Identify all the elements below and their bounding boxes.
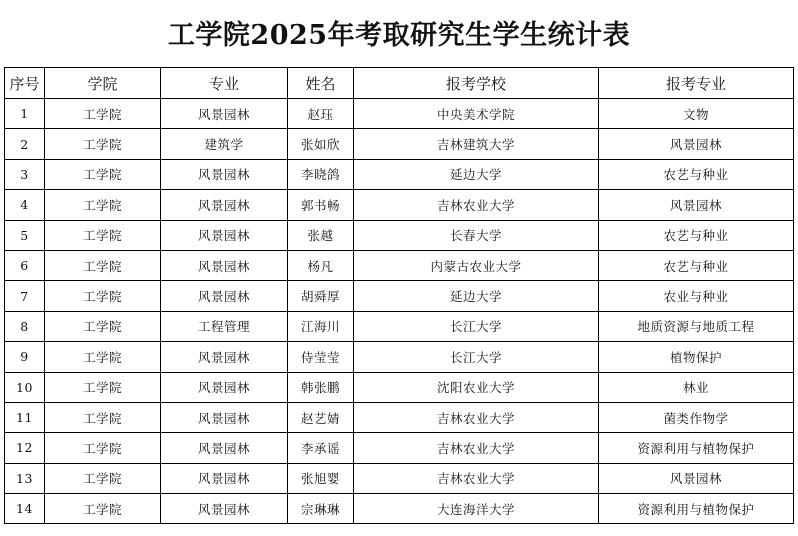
table-row: [5, 99, 794, 129]
document-title: 工学院2025年考取研究生学生统计表: [167, 20, 631, 51]
cell-serial-number: 7: [5, 281, 45, 311]
cell-target-major: 资源利用与植物保护: [599, 433, 794, 463]
cell-name: 郭书畅: [288, 190, 354, 220]
table-body: [5, 99, 794, 524]
cell-name: 张越: [288, 220, 354, 250]
statistics-table: [4, 67, 794, 524]
cell-college: 工学院: [45, 190, 161, 220]
cell-serial-number: 5: [5, 220, 45, 250]
cell-serial-number: 8: [5, 311, 45, 341]
table-row: [5, 342, 794, 372]
cell-serial-number: 6: [5, 250, 45, 280]
cell-target-major: 资源利用与植物保护: [599, 494, 794, 524]
cell-name: 韩张鹏: [288, 372, 354, 402]
cell-college: 工学院: [45, 463, 161, 493]
header-serial-number: 序号: [5, 68, 45, 99]
cell-college: 工学院: [45, 99, 161, 129]
cell-name: 胡舜厚: [288, 281, 354, 311]
cell-serial-number: 14: [5, 494, 45, 524]
cell-major: 风景园林: [161, 159, 288, 189]
cell-target-school: 吉林农业大学: [354, 433, 599, 463]
cell-major: 风景园林: [161, 494, 288, 524]
cell-target-major: 菌类作物学: [599, 402, 794, 432]
cell-major: 风景园林: [161, 220, 288, 250]
cell-name: 赵珏: [288, 99, 354, 129]
cell-name: 江海川: [288, 311, 354, 341]
cell-college: 工学院: [45, 342, 161, 372]
cell-major: 风景园林: [161, 250, 288, 280]
cell-target-school: 大连海洋大学: [354, 494, 599, 524]
cell-serial-number: 2: [5, 129, 45, 159]
table-row: [5, 311, 794, 341]
table-row: [5, 220, 794, 250]
cell-name: 李晓鸽: [288, 159, 354, 189]
cell-college: 工学院: [45, 159, 161, 189]
cell-major: 风景园林: [161, 402, 288, 432]
cell-target-school: 吉林农业大学: [354, 402, 599, 432]
cell-college: 工学院: [45, 129, 161, 159]
cell-major: 建筑学: [161, 129, 288, 159]
cell-major: 风景园林: [161, 342, 288, 372]
cell-target-major: 风景园林: [599, 190, 794, 220]
cell-target-school: 延边大学: [354, 159, 599, 189]
cell-name: 侍莹莹: [288, 342, 354, 372]
cell-name: 赵艺婧: [288, 402, 354, 432]
cell-target-school: 沈阳农业大学: [354, 372, 599, 402]
table-row: [5, 190, 794, 220]
table-row: [5, 159, 794, 189]
table-row: [5, 402, 794, 432]
cell-college: 工学院: [45, 433, 161, 463]
cell-serial-number: 12: [5, 433, 45, 463]
cell-major: 风景园林: [161, 433, 288, 463]
cell-target-school: 吉林农业大学: [354, 463, 599, 493]
header-name: 姓名: [288, 68, 354, 99]
cell-college: 工学院: [45, 281, 161, 311]
cell-college: 工学院: [45, 372, 161, 402]
cell-major: 风景园林: [161, 372, 288, 402]
cell-major: 工程管理: [161, 311, 288, 341]
header-major: 专业: [161, 68, 288, 99]
cell-major: 风景园林: [161, 99, 288, 129]
cell-target-major: 文物: [599, 99, 794, 129]
cell-target-major: 林业: [599, 372, 794, 402]
cell-serial-number: 4: [5, 190, 45, 220]
cell-serial-number: 11: [5, 402, 45, 432]
header-target-school: 报考学校: [354, 68, 599, 99]
cell-target-major: 农业与种业: [599, 281, 794, 311]
cell-target-major: 农艺与种业: [599, 220, 794, 250]
table-row: [5, 494, 794, 524]
cell-target-school: 长春大学: [354, 220, 599, 250]
cell-target-school: 内蒙古农业大学: [354, 250, 599, 280]
cell-college: 工学院: [45, 311, 161, 341]
cell-major: 风景园林: [161, 190, 288, 220]
cell-college: 工学院: [45, 494, 161, 524]
header-target-major: 报考专业: [599, 68, 794, 99]
cell-target-school: 长江大学: [354, 311, 599, 341]
cell-name: 张如欣: [288, 129, 354, 159]
cell-serial-number: 1: [5, 99, 45, 129]
cell-name: 宗琳琳: [288, 494, 354, 524]
cell-serial-number: 10: [5, 372, 45, 402]
cell-name: 杨凡: [288, 250, 354, 280]
cell-target-major: 风景园林: [599, 129, 794, 159]
cell-target-major: 农艺与种业: [599, 250, 794, 280]
cell-target-school: 吉林农业大学: [354, 190, 599, 220]
cell-college: 工学院: [45, 250, 161, 280]
cell-major: 风景园林: [161, 463, 288, 493]
cell-serial-number: 3: [5, 159, 45, 189]
cell-name: 李承谣: [288, 433, 354, 463]
table-header-row: [5, 68, 794, 99]
cell-target-major: 农艺与种业: [599, 159, 794, 189]
table-row: [5, 129, 794, 159]
table-row: [5, 372, 794, 402]
cell-serial-number: 9: [5, 342, 45, 372]
cell-target-school: 延边大学: [354, 281, 599, 311]
header-college: 学院: [45, 68, 161, 99]
cell-target-school: 长江大学: [354, 342, 599, 372]
cell-college: 工学院: [45, 220, 161, 250]
cell-target-major: 风景园林: [599, 463, 794, 493]
table-row: [5, 433, 794, 463]
cell-target-school: 中央美术学院: [354, 99, 599, 129]
cell-name: 张旭婴: [288, 463, 354, 493]
table-row: [5, 463, 794, 493]
cell-serial-number: 13: [5, 463, 45, 493]
cell-target-school: 吉林建筑大学: [354, 129, 599, 159]
table-row: [5, 281, 794, 311]
cell-major: 风景园林: [161, 281, 288, 311]
table-row: [5, 250, 794, 280]
cell-target-major: 地质资源与地质工程: [599, 311, 794, 341]
cell-college: 工学院: [45, 402, 161, 432]
cell-target-major: 植物保护: [599, 342, 794, 372]
